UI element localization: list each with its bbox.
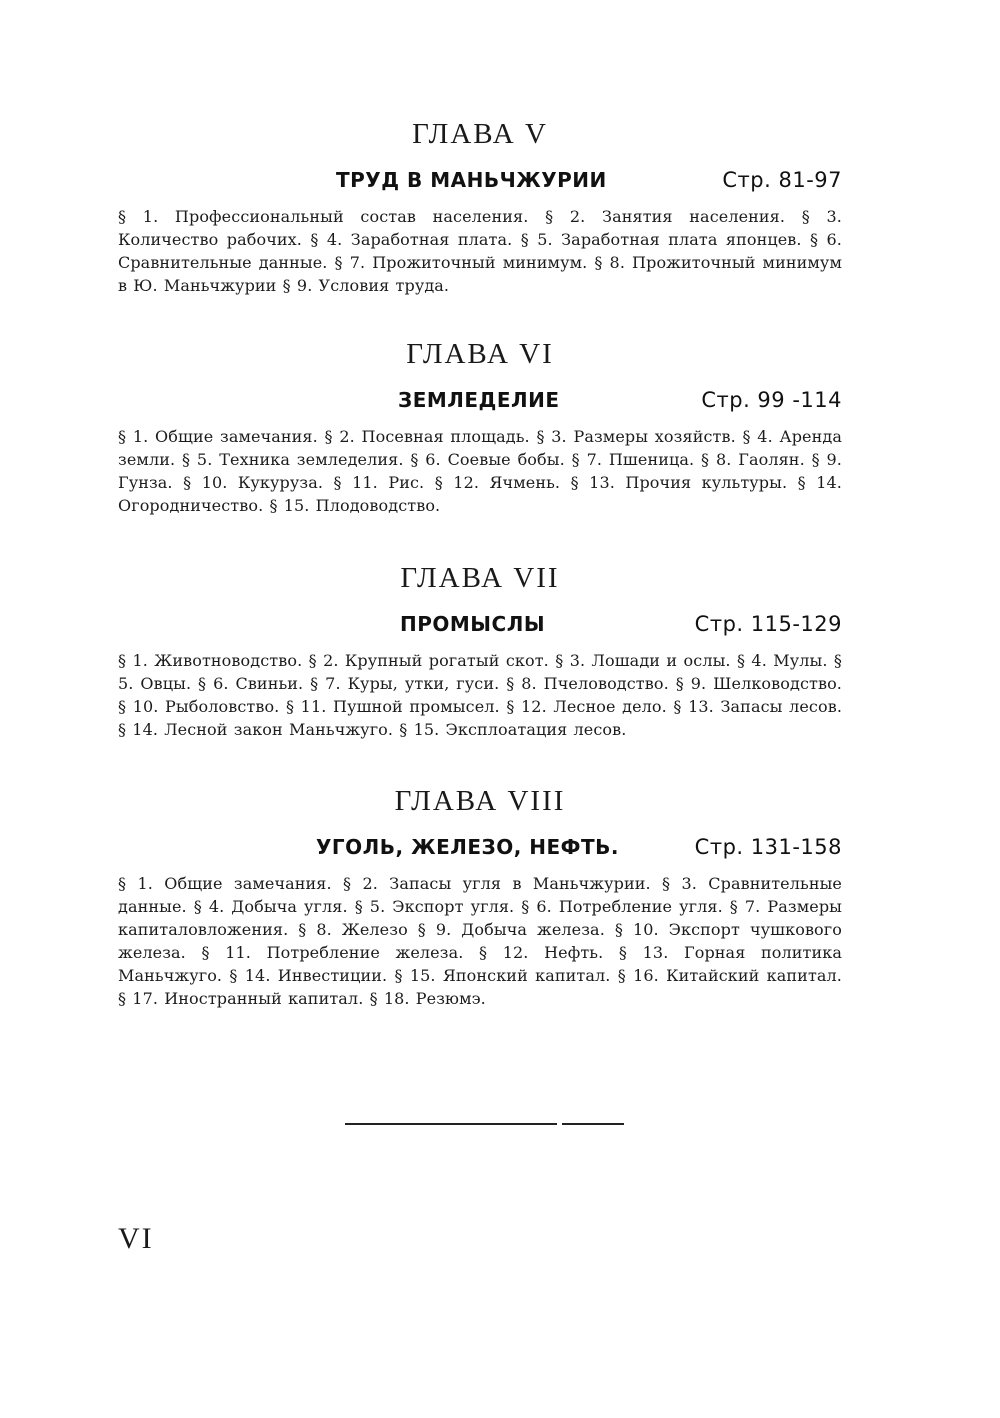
- chapter-name: ЗЕМЛЕДЕЛИЕ: [398, 388, 560, 412]
- chapter-sections-text: § 1. Общие замечания. § 2. Запасы угля в Маньчжурии. § 3. Сравнительные данные. § 4. Добыча угля. § 5. Экспорт угля. § 6. Потребление угля. § 7. Размеры капиталовложения. § 8. Железо § 9. Добыча железа. § 10. Экспорт чушкового железа. § 11. Потребление железа. § 12. Нефть. § 13. Горная политика Маньчжуго. § 14. Инвестиции. § 15. Японский капитал. § 16. Китайский капитал. § 17. Иностранный капитал. § 18. Резюмэ.: [118, 874, 842, 1008]
- chapter-sections-text: § 1. Животноводство. § 2. Крупный рогатый скот. § 3. Лошади и ослы. § 4. Мулы. § 5. Овцы. § 6. Свиньи. § 7. Куры, утки, гуси. § 8. Пчеловодство. § 9. Шелководство. § 10. Рыболовство. § 11. Пушной промысел. § 12. Лесное дело. § 13. Запасы лесов. § 14. Лесной закон Маньчжуго. § 15. Эксплоатация лесов.: [118, 651, 842, 739]
- chapter-sections-text: § 1. Профессиональный состав населения. § 2. Занятия населения. § 3. Количество рабочих. § 4. Заработная плата. § 5. Заработная плата японцев. § 6. Сравнительные данные. § 7. Прожиточный минимум. § 8. Прожиточный минимум в Ю. Маньчжурии § 9. Условия труда.: [118, 207, 842, 295]
- chapter-heading-row: [118, 832, 842, 862]
- chapter-v: [118, 117, 842, 313]
- chapter-name: ТРУД В МАНЬЧЖУРИИ: [336, 168, 607, 192]
- chapter-name: ПРОМЫСЛЫ: [400, 612, 546, 636]
- chapter-vi: [118, 337, 842, 533]
- chapter-vii: [118, 561, 842, 757]
- section-divider-rule: [345, 1123, 557, 1125]
- chapter-title: ГЛАВА V: [412, 118, 548, 150]
- chapter-viii: [118, 784, 842, 1026]
- chapter-heading-row: [118, 609, 842, 639]
- section-divider-rule: [562, 1123, 624, 1125]
- chapter-title: ГЛАВА VII: [400, 562, 560, 594]
- chapter-title: ГЛАВА VI: [406, 338, 554, 370]
- chapter-pages: Стр. 131-158: [694, 835, 842, 859]
- chapter-pages: Стр. 99 -114: [701, 388, 842, 412]
- chapter-name: УГОЛЬ, ЖЕЛЕЗО, НЕФТЬ.: [316, 835, 619, 859]
- chapter-heading-row: [118, 165, 842, 195]
- chapter-pages: Стр. 81-97: [722, 168, 842, 192]
- chapter-title: ГЛАВА VIII: [394, 785, 566, 817]
- chapter-heading-row: [118, 385, 842, 415]
- page-number: VI: [118, 1222, 154, 1255]
- chapter-sections-text: § 1. Общие замечания. § 2. Посевная площадь. § 3. Размеры хозяйств. § 4. Аренда земли. § 5. Техника земледелия. § 6. Соевые бобы. § 7. Пшеница. § 8. Гаолян. § 9. Гунза. § 10. Кукуруза. § 11. Рис. § 12. Ячмень. § 13. Прочия культуры. § 14. Огородничество. § 15. Плодоводство.: [118, 427, 842, 515]
- chapter-pages: Стр. 115-129: [694, 612, 842, 636]
